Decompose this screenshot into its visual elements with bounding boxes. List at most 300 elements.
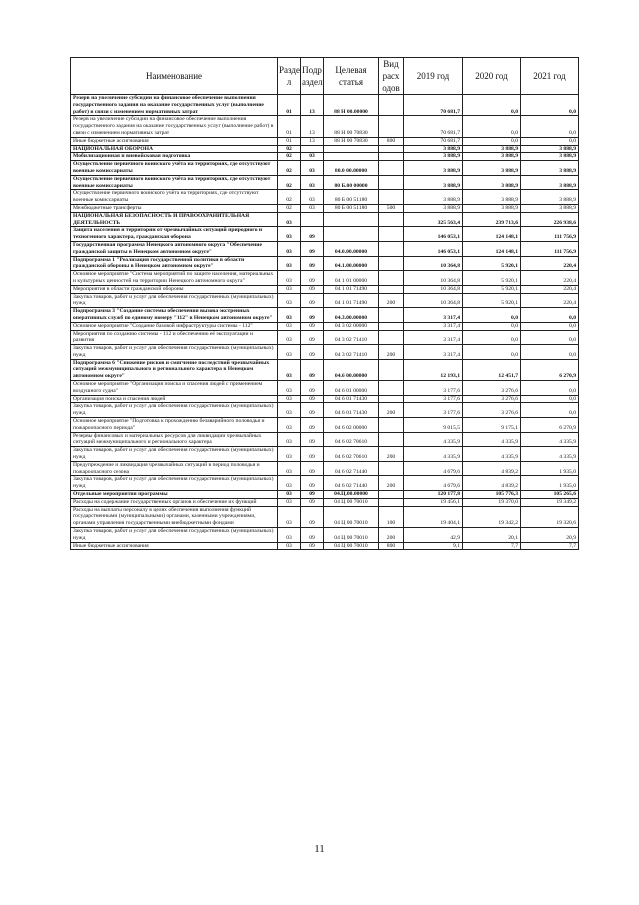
cell-target-article: 80.0 00.00000 bbox=[324, 161, 379, 176]
cell-year-2019: 3 317,4 bbox=[404, 308, 463, 323]
cell-year-2019: 3 317,4 bbox=[404, 322, 463, 330]
cell-year-2020: 3 276,6 bbox=[463, 395, 521, 403]
cell-target-article: 04 6 02 00000 bbox=[324, 418, 379, 433]
cell-year-2020: 0,0 bbox=[463, 308, 521, 323]
cell-expense-type bbox=[379, 175, 404, 190]
table-row bbox=[71, 95, 579, 116]
cell-target-article: 04.3.00.00000 bbox=[324, 308, 379, 323]
cell-name: Основное мероприятие "Система мероприятий по защите населения, материальных и культурных ценностей на территории Ненецкого автономного округа" bbox=[71, 271, 278, 286]
cell-razdel: 03 bbox=[278, 395, 301, 403]
table-row bbox=[71, 447, 579, 462]
cell-target-article: 04 3 02 00000 bbox=[324, 322, 379, 330]
cell-year-2021: 226 938,6 bbox=[521, 212, 579, 227]
cell-name: Осуществление первичного воинского учёта на территориях, где отсутствуют военные комиссариаты bbox=[71, 161, 278, 176]
cell-expense-type: 800 bbox=[379, 542, 404, 550]
cell-expense-type: 200 bbox=[379, 528, 404, 543]
header-target-article: Целевая статья bbox=[324, 58, 379, 95]
table-row bbox=[71, 145, 579, 153]
table-row bbox=[71, 528, 579, 543]
cell-expense-type bbox=[379, 418, 404, 433]
cell-year-2021: 0,0 bbox=[521, 95, 579, 116]
cell-podrazdel: 09 bbox=[301, 271, 324, 286]
cell-podrazdel: 09 bbox=[301, 227, 324, 242]
cell-year-2020: 5 920,1 bbox=[463, 256, 521, 271]
cell-razdel: 03 bbox=[278, 241, 301, 256]
cell-podrazdel: 13 bbox=[301, 137, 324, 145]
cell-name: Мероприятия по созданию системы - 112 и обеспечению её эксплуатации и развития bbox=[71, 330, 278, 345]
cell-razdel: 03 bbox=[278, 528, 301, 543]
cell-year-2021: 111 756,9 bbox=[521, 227, 579, 242]
cell-year-2019: 9,1 bbox=[404, 542, 463, 550]
cell-razdel: 01 bbox=[278, 116, 301, 137]
cell-year-2019: 19 404,1 bbox=[404, 506, 463, 527]
cell-expense-type bbox=[379, 359, 404, 380]
cell-podrazdel: 03 bbox=[301, 190, 324, 205]
cell-target-article: 88 Н 00 70830 bbox=[324, 116, 379, 137]
cell-expense-type bbox=[379, 153, 404, 161]
table-row bbox=[71, 212, 579, 227]
cell-name: Закупка товаров, работ и услуг для обеспечения государственных (муниципальных) нужд bbox=[71, 447, 278, 462]
cell-podrazdel: 09 bbox=[301, 418, 324, 433]
cell-razdel: 03 bbox=[278, 256, 301, 271]
cell-year-2021: 6 270,9 bbox=[521, 418, 579, 433]
cell-target-article: 04 6 02 70610 bbox=[324, 432, 379, 447]
cell-year-2020: 4 839,2 bbox=[463, 476, 521, 491]
cell-podrazdel: 09 bbox=[301, 308, 324, 323]
cell-podrazdel: 09 bbox=[301, 432, 324, 447]
header-year-2021: 2021 год bbox=[521, 58, 579, 95]
cell-podrazdel: 09 bbox=[301, 241, 324, 256]
cell-year-2020: 124 148,1 bbox=[463, 241, 521, 256]
cell-year-2019: 10 364,8 bbox=[404, 293, 463, 308]
cell-target-article bbox=[324, 153, 379, 161]
table-row bbox=[71, 241, 579, 256]
cell-name: Закупка товаров, работ и услуг для обеспечения государственных (муниципальных) нужд bbox=[71, 476, 278, 491]
cell-expense-type bbox=[379, 271, 404, 286]
cell-expense-type bbox=[379, 227, 404, 242]
cell-podrazdel: 03 bbox=[301, 204, 324, 212]
cell-razdel: 02 bbox=[278, 161, 301, 176]
table-row bbox=[71, 190, 579, 205]
cell-expense-type: 200 bbox=[379, 447, 404, 462]
cell-podrazdel: 09 bbox=[301, 491, 324, 499]
cell-year-2019: 3 177,6 bbox=[404, 395, 463, 403]
cell-target-article: 04 6 01 71430 bbox=[324, 403, 379, 418]
cell-razdel: 03 bbox=[278, 285, 301, 293]
cell-year-2021: 220,4 bbox=[521, 293, 579, 308]
table-row bbox=[71, 542, 579, 550]
cell-year-2020: 3 888,9 bbox=[463, 161, 521, 176]
cell-expense-type bbox=[379, 308, 404, 323]
cell-razdel: 03 bbox=[278, 345, 301, 360]
cell-year-2021: 20,9 bbox=[521, 528, 579, 543]
cell-name: Мобилизационная и вневойсковая подготовка bbox=[71, 153, 278, 161]
cell-target-article bbox=[324, 227, 379, 242]
cell-year-2019: 10 364,8 bbox=[404, 271, 463, 286]
cell-podrazdel: 03 bbox=[301, 153, 324, 161]
table-row bbox=[71, 345, 579, 360]
cell-razdel: 02 bbox=[278, 145, 301, 153]
cell-razdel: 03 bbox=[278, 418, 301, 433]
table-row bbox=[71, 322, 579, 330]
cell-year-2021: 0,0 bbox=[521, 395, 579, 403]
cell-name: Закупка товаров, работ и услуг для обеспечения государственных (муниципальных) нужд bbox=[71, 528, 278, 543]
cell-name: Государственная программа Ненецкого автономного округа "Обеспечение гражданской защиты в Ненецком автономном округе" bbox=[71, 241, 278, 256]
cell-year-2021: 6 270,9 bbox=[521, 359, 579, 380]
cell-razdel: 03 bbox=[278, 308, 301, 323]
cell-year-2019: 19 456,1 bbox=[404, 498, 463, 506]
cell-podrazdel: 13 bbox=[301, 95, 324, 116]
cell-expense-type bbox=[379, 285, 404, 293]
cell-year-2021: 3 888,9 bbox=[521, 204, 579, 212]
cell-target-article bbox=[324, 145, 379, 153]
table-row bbox=[71, 116, 579, 137]
cell-year-2019: 42,9 bbox=[404, 528, 463, 543]
cell-name: Резерв на увеличение субсидии на финансовое обеспечение выполнения государственного задания на оказание государственных услуг (выполнение работ) в связи с изменением нормативных затрат bbox=[71, 116, 278, 137]
cell-razdel: 03 bbox=[278, 227, 301, 242]
table-row bbox=[71, 359, 579, 380]
cell-year-2020: 3 888,9 bbox=[463, 190, 521, 205]
cell-year-2020: 5 920,1 bbox=[463, 293, 521, 308]
table-row bbox=[71, 161, 579, 176]
cell-year-2019: 4 679,6 bbox=[404, 476, 463, 491]
cell-expense-type: 200 bbox=[379, 293, 404, 308]
cell-podrazdel: 09 bbox=[301, 330, 324, 345]
cell-name: Защита населения и территории от чрезвычайных ситуаций природного и техногенного характера, гражданская оборона bbox=[71, 227, 278, 242]
cell-year-2021: 0,0 bbox=[521, 322, 579, 330]
cell-year-2019: 3 888,9 bbox=[404, 175, 463, 190]
cell-name: Осуществление первичного воинского учёта на территориях, где отсутствуют военные комиссариаты bbox=[71, 190, 278, 205]
cell-year-2019: 146 053,1 bbox=[404, 227, 463, 242]
cell-name: Расходы на выплаты персоналу в целях обеспечения выполнения функций государственными (муниципальными) органами, казенными учреждениями, органами управления государственными внебюджетными фондами bbox=[71, 506, 278, 527]
table-row bbox=[71, 153, 579, 161]
header-expense-type: Вид расх одов bbox=[379, 58, 404, 95]
cell-target-article: 04 1 01 71490 bbox=[324, 285, 379, 293]
cell-expense-type: 200 bbox=[379, 476, 404, 491]
table-row bbox=[71, 432, 579, 447]
cell-name: Подпрограмма 3 "Создание системы обеспечения вызова экстренных оперативных служб по единому номеру "112" в Ненецком автономном округе" bbox=[71, 308, 278, 323]
header-name: Наименование bbox=[71, 58, 278, 95]
cell-expense-type bbox=[379, 381, 404, 396]
cell-name: Основное мероприятие "Создание базовой инфраструктуры системы - 112" bbox=[71, 322, 278, 330]
cell-podrazdel: 13 bbox=[301, 116, 324, 137]
cell-razdel: 03 bbox=[278, 330, 301, 345]
cell-target-article: 80 Б.00 00000 bbox=[324, 175, 379, 190]
cell-year-2021: 0,0 bbox=[521, 137, 579, 145]
cell-year-2021: 111 756,9 bbox=[521, 241, 579, 256]
cell-target-article: 04 6 01 00000 bbox=[324, 381, 379, 396]
cell-year-2020: 124 148,1 bbox=[463, 227, 521, 242]
table-row bbox=[71, 498, 579, 506]
cell-name: Резервы финансовых и материальных ресурсов для ликвидации чрезвычайных ситуаций межмуниципального и регионального характера bbox=[71, 432, 278, 447]
cell-razdel: 03 bbox=[278, 542, 301, 550]
cell-razdel: 03 bbox=[278, 476, 301, 491]
cell-year-2019: 3 888,9 bbox=[404, 161, 463, 176]
table-row bbox=[71, 506, 579, 527]
cell-year-2020: 19 370,0 bbox=[463, 498, 521, 506]
cell-year-2021: 0,0 bbox=[521, 381, 579, 396]
table-row bbox=[71, 476, 579, 491]
cell-year-2021: 7,7 bbox=[521, 542, 579, 550]
cell-expense-type bbox=[379, 161, 404, 176]
cell-year-2021: 4 335,9 bbox=[521, 447, 579, 462]
cell-razdel: 03 bbox=[278, 432, 301, 447]
cell-razdel: 03 bbox=[278, 212, 301, 227]
cell-target-article: 88 Н 00.00000 bbox=[324, 95, 379, 116]
table-row bbox=[71, 403, 579, 418]
cell-year-2019: 325 563,4 bbox=[404, 212, 463, 227]
header-razdel: Разде л bbox=[278, 58, 301, 95]
table-header-row bbox=[71, 58, 579, 95]
cell-year-2020: 20,1 bbox=[463, 528, 521, 543]
cell-target-article: 04 Ц 00 70010 bbox=[324, 528, 379, 543]
cell-name: Расходы на содержание государственных органов и обеспечение их функций bbox=[71, 498, 278, 506]
cell-name: Резерв на увеличение субсидии на финансовое обеспечение выполнения государственного задания на оказание государственных услуг (выполнение работ) в связи с изменением нормативных затрат bbox=[71, 95, 278, 116]
cell-name: Осуществление первичного воинского учёта на территориях, где отсутствуют военные комиссариаты bbox=[71, 175, 278, 190]
cell-name: Предупреждение и ликвидация чрезвычайных ситуаций в период половодья и пожароопасного сезона bbox=[71, 461, 278, 476]
table-row bbox=[71, 461, 579, 476]
cell-expense-type bbox=[379, 190, 404, 205]
cell-year-2021: 0,0 bbox=[521, 116, 579, 137]
table-body bbox=[71, 95, 579, 550]
cell-year-2020: 3 888,9 bbox=[463, 145, 521, 153]
cell-year-2020: 7,7 bbox=[463, 542, 521, 550]
cell-name: Межбюджетные трансферты bbox=[71, 204, 278, 212]
cell-year-2021: 0,0 bbox=[521, 403, 579, 418]
cell-expense-type: 200 bbox=[379, 403, 404, 418]
header-podrazdel: Подр аздел bbox=[301, 58, 324, 95]
cell-year-2019: 3 888,9 bbox=[404, 145, 463, 153]
cell-razdel: 03 bbox=[278, 403, 301, 418]
cell-podrazdel: 09 bbox=[301, 395, 324, 403]
cell-year-2019: 70 681,7 bbox=[404, 95, 463, 116]
cell-expense-type bbox=[379, 432, 404, 447]
cell-expense-type: 100 bbox=[379, 506, 404, 527]
table-row bbox=[71, 418, 579, 433]
cell-year-2020: 239 713,6 bbox=[463, 212, 521, 227]
cell-expense-type bbox=[379, 330, 404, 345]
cell-year-2021: 0,0 bbox=[521, 308, 579, 323]
cell-podrazdel: 09 bbox=[301, 285, 324, 293]
cell-target-article: 88 Н 00 70830 bbox=[324, 137, 379, 145]
cell-razdel: 03 bbox=[278, 498, 301, 506]
cell-expense-type bbox=[379, 145, 404, 153]
cell-razdel: 02 bbox=[278, 175, 301, 190]
cell-year-2019: 3 888,9 bbox=[404, 190, 463, 205]
cell-razdel: 01 bbox=[278, 137, 301, 145]
cell-expense-type bbox=[379, 116, 404, 137]
cell-year-2020: 3 888,9 bbox=[463, 153, 521, 161]
cell-year-2021: 0,0 bbox=[521, 345, 579, 360]
cell-year-2020: 19 342,2 bbox=[463, 506, 521, 527]
table-row bbox=[71, 491, 579, 499]
cell-razdel: 03 bbox=[278, 359, 301, 380]
cell-razdel: 03 bbox=[278, 461, 301, 476]
budget-table bbox=[70, 57, 579, 550]
cell-razdel: 03 bbox=[278, 293, 301, 308]
cell-razdel: 03 bbox=[278, 491, 301, 499]
cell-target-article: 04 6 02 71440 bbox=[324, 476, 379, 491]
cell-year-2019: 120 177,8 bbox=[404, 491, 463, 499]
cell-year-2020: 3 276,6 bbox=[463, 381, 521, 396]
cell-target-article: 04 6 02 70610 bbox=[324, 447, 379, 462]
cell-year-2021: 1 935,0 bbox=[521, 476, 579, 491]
cell-name: Закупка товаров, работ и услуг для обеспечения государственных (муниципальных) нужд bbox=[71, 345, 278, 360]
header-year-2019: 2019 год bbox=[404, 58, 463, 95]
cell-year-2019: 3 317,4 bbox=[404, 330, 463, 345]
cell-razdel: 02 bbox=[278, 204, 301, 212]
cell-podrazdel: 09 bbox=[301, 345, 324, 360]
cell-name: Отдельные мероприятия программы bbox=[71, 491, 278, 499]
cell-podrazdel: 09 bbox=[301, 542, 324, 550]
cell-target-article: 04 6 01 71430 bbox=[324, 395, 379, 403]
cell-name: Подпрограмма 6 "Снижение рисков и смягчение последствий чрезвычайных ситуаций межмуниципального и регионального характера в Ненецком автономном округе" bbox=[71, 359, 278, 380]
cell-year-2019: 12 193,1 bbox=[404, 359, 463, 380]
cell-razdel: 02 bbox=[278, 153, 301, 161]
cell-razdel: 03 bbox=[278, 506, 301, 527]
cell-year-2021: 105 265,6 bbox=[521, 491, 579, 499]
cell-year-2020: 9 175,1 bbox=[463, 418, 521, 433]
cell-year-2020: 5 920,1 bbox=[463, 271, 521, 286]
cell-razdel: 03 bbox=[278, 271, 301, 286]
table-row bbox=[71, 271, 579, 286]
cell-podrazdel: 03 bbox=[301, 175, 324, 190]
cell-target-article: 04.1.00.00000 bbox=[324, 256, 379, 271]
cell-podrazdel: 09 bbox=[301, 359, 324, 380]
cell-year-2019: 3 317,4 bbox=[404, 345, 463, 360]
cell-name: Организация поиска и спасения людей bbox=[71, 395, 278, 403]
cell-expense-type bbox=[379, 491, 404, 499]
cell-target-article bbox=[324, 212, 379, 227]
table-row bbox=[71, 308, 579, 323]
cell-year-2019: 10 364,8 bbox=[404, 285, 463, 293]
cell-year-2020: 0,0 bbox=[463, 116, 521, 137]
cell-year-2019: 3 888,9 bbox=[404, 204, 463, 212]
cell-expense-type: 200 bbox=[379, 345, 404, 360]
cell-expense-type bbox=[379, 461, 404, 476]
cell-razdel: 01 bbox=[278, 95, 301, 116]
cell-expense-type bbox=[379, 395, 404, 403]
table-row bbox=[71, 381, 579, 396]
cell-razdel: 03 bbox=[278, 322, 301, 330]
cell-podrazdel bbox=[301, 145, 324, 153]
page-number: 11 bbox=[314, 843, 325, 855]
cell-year-2021: 19 320,6 bbox=[521, 506, 579, 527]
cell-year-2020: 105 776,3 bbox=[463, 491, 521, 499]
cell-podrazdel: 09 bbox=[301, 498, 324, 506]
cell-year-2020: 0,0 bbox=[463, 330, 521, 345]
cell-expense-type bbox=[379, 322, 404, 330]
cell-year-2020: 3 888,9 bbox=[463, 175, 521, 190]
cell-target-article: 04 1 01 00000 bbox=[324, 271, 379, 286]
cell-year-2019: 70 681,7 bbox=[404, 137, 463, 145]
cell-target-article: 04.6 00.00000 bbox=[324, 359, 379, 380]
cell-podrazdel: 09 bbox=[301, 381, 324, 396]
cell-podrazdel: 09 bbox=[301, 256, 324, 271]
cell-name: Основное мероприятие "Организация поиска и спасения людей с применением воздушного судна" bbox=[71, 381, 278, 396]
cell-target-article: 04 3 02 71410 bbox=[324, 345, 379, 360]
cell-year-2020: 12 451,7 bbox=[463, 359, 521, 380]
cell-podrazdel: 09 bbox=[301, 322, 324, 330]
cell-target-article: 04 Ц 00 70010 bbox=[324, 498, 379, 506]
cell-year-2021: 1 935,0 bbox=[521, 461, 579, 476]
table-row bbox=[71, 285, 579, 293]
table-row bbox=[71, 137, 579, 145]
cell-year-2020: 3 276,6 bbox=[463, 403, 521, 418]
cell-year-2021: 3 888,9 bbox=[521, 161, 579, 176]
table-row bbox=[71, 293, 579, 308]
cell-name: Основное мероприятие "Подготовка к прохождению безаварийного половодья и пожароопасного периода" bbox=[71, 418, 278, 433]
cell-year-2019: 3 177,6 bbox=[404, 403, 463, 418]
cell-year-2020: 3 888,9 bbox=[463, 204, 521, 212]
cell-year-2019: 9 015,5 bbox=[404, 418, 463, 433]
cell-target-article: 80 Б 00 51180 bbox=[324, 204, 379, 212]
cell-target-article: 04 3 02 71410 bbox=[324, 330, 379, 345]
cell-year-2019: 4 679,6 bbox=[404, 461, 463, 476]
cell-name: Иные бюджетные ассигнования bbox=[71, 137, 278, 145]
cell-razdel: 03 bbox=[278, 447, 301, 462]
table-row bbox=[71, 330, 579, 345]
cell-year-2021: 3 888,9 bbox=[521, 175, 579, 190]
cell-year-2021: 3 888,9 bbox=[521, 190, 579, 205]
cell-year-2020: 5 920,1 bbox=[463, 285, 521, 293]
cell-year-2021: 4 335,9 bbox=[521, 432, 579, 447]
cell-podrazdel bbox=[301, 212, 324, 227]
cell-podrazdel: 09 bbox=[301, 476, 324, 491]
cell-podrazdel: 09 bbox=[301, 528, 324, 543]
cell-year-2019: 10 364,8 bbox=[404, 256, 463, 271]
table-row bbox=[71, 227, 579, 242]
cell-year-2020: 0,0 bbox=[463, 137, 521, 145]
cell-podrazdel: 09 bbox=[301, 403, 324, 418]
cell-target-article: 04 1 01 71490 bbox=[324, 293, 379, 308]
cell-podrazdel: 09 bbox=[301, 461, 324, 476]
cell-expense-type: 500 bbox=[379, 204, 404, 212]
cell-year-2021: 220,4 bbox=[521, 271, 579, 286]
cell-year-2019: 4 335,9 bbox=[404, 447, 463, 462]
cell-target-article: 04 Ц 00 70010 bbox=[324, 506, 379, 527]
cell-year-2021: 3 888,9 bbox=[521, 153, 579, 161]
cell-year-2020: 0,0 bbox=[463, 322, 521, 330]
cell-year-2019: 146 053,1 bbox=[404, 241, 463, 256]
cell-name: Иные бюджетные ассигнования bbox=[71, 542, 278, 550]
cell-expense-type bbox=[379, 95, 404, 116]
cell-year-2019: 3 888,9 bbox=[404, 153, 463, 161]
cell-year-2019: 70 681,7 bbox=[404, 116, 463, 137]
cell-name: НАЦИОНАЛЬНАЯ ОБОРОНА bbox=[71, 145, 278, 153]
cell-name: Закупка товаров, работ и услуг для обеспечения государственных (муниципальных) нужд bbox=[71, 403, 278, 418]
cell-year-2020: 0,0 bbox=[463, 345, 521, 360]
cell-razdel: 03 bbox=[278, 381, 301, 396]
cell-year-2020: 4 839,2 bbox=[463, 461, 521, 476]
cell-target-article: 80 Б 00 51180 bbox=[324, 190, 379, 205]
cell-razdel: 02 bbox=[278, 190, 301, 205]
cell-podrazdel: 09 bbox=[301, 506, 324, 527]
cell-podrazdel: 03 bbox=[301, 161, 324, 176]
cell-year-2020: 4 335,9 bbox=[463, 447, 521, 462]
cell-year-2019: 3 177,6 bbox=[404, 381, 463, 396]
cell-year-2020: 4 335,9 bbox=[463, 432, 521, 447]
cell-year-2020: 0,0 bbox=[463, 95, 521, 116]
cell-expense-type bbox=[379, 212, 404, 227]
cell-name: Подпрограмма 1 "Реализация государственной политики в области гражданской обороны в Ненецком автономном округе" bbox=[71, 256, 278, 271]
cell-podrazdel: 09 bbox=[301, 293, 324, 308]
cell-year-2021: 3 888,9 bbox=[521, 145, 579, 153]
cell-name: НАЦИОНАЛЬНАЯ БЕЗОПАСНОСТЬ И ПРАВООХРАНИТЕЛЬНАЯ ДЕЯТЕЛЬНОСТЬ bbox=[71, 212, 278, 227]
cell-expense-type: 800 bbox=[379, 137, 404, 145]
cell-year-2021: 0,0 bbox=[521, 330, 579, 345]
cell-name: Мероприятия в области гражданской обороны bbox=[71, 285, 278, 293]
